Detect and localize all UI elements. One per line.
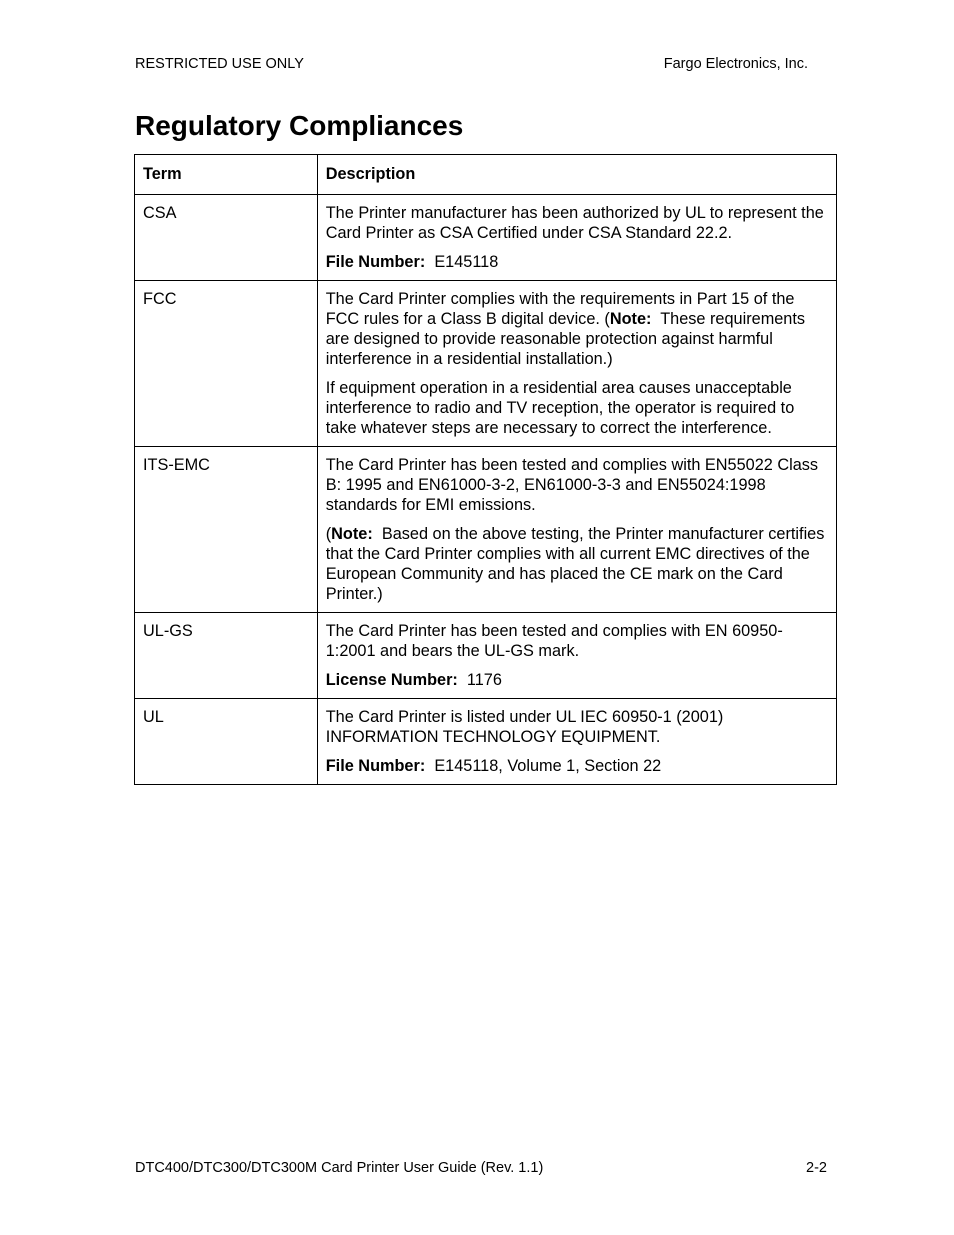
header-company-name: Fargo Electronics, Inc. [663, 56, 808, 72]
column-header-term: Term [135, 155, 318, 195]
text-segment: These requirements are designed to provide reasonable protection against harmful interference in a residential installation.) [325, 310, 806, 368]
description-text: The Card Printer has been tested and complies with EN 60950-1:2001 and bears the UL-GS mark. [325, 622, 783, 660]
term-cell: UL-GS [135, 613, 318, 699]
column-header-description: Description [317, 155, 836, 195]
file-number-line [326, 756, 828, 776]
file-number-line [326, 252, 828, 272]
description-cell [317, 281, 836, 447]
table-row-fcc [135, 281, 837, 447]
field-label: File Number: [325, 757, 426, 775]
table-row-ul-gs [135, 613, 837, 699]
table-row-csa [135, 195, 837, 281]
table-header-row [135, 155, 837, 195]
text-segment: Based on the above testing, the Printer manufacturer certifies that the Card Printer complies with all current EMC directives of the European Community and has placed the CE mark on the Card Printer.) [325, 525, 825, 603]
page-number: 2-2 [806, 1160, 827, 1176]
table-row-its-emc [135, 447, 837, 613]
field-value: E145118, Volume 1, Section 22 [434, 757, 662, 775]
description-text: The Printer manufacturer has been authorized by UL to represent the Card Printer as CSA Certified under CSA Standard 22.2. [325, 204, 824, 242]
table-row-ul [135, 699, 837, 785]
term-cell: FCC [135, 281, 318, 447]
description-text: The Card Printer has been tested and complies with EN55022 Class B: 1995 and EN61000-3-2, EN61000-3-3 and EN55024:1998 standards for EMI emissions. [325, 456, 819, 514]
footer-document-title: DTC400/DTC300/DTC300M Card Printer User Guide (Rev. 1.1) [135, 1160, 544, 1176]
description-cell [317, 699, 836, 785]
term-cell: ITS-EMC [135, 447, 318, 613]
field-label: License Number: [325, 671, 458, 689]
field-label: File Number: [325, 253, 426, 271]
note-paragraph [326, 524, 828, 604]
note-label: Note: [331, 525, 373, 543]
description-text: The Card Printer is listed under UL IEC 60950-1 (2001) INFORMATION TECHNOLOGY EQUIPMENT. [325, 708, 724, 746]
description-cell [317, 195, 836, 281]
regulatory-table [134, 154, 837, 785]
field-value: E145118 [434, 253, 499, 271]
description-cell [317, 613, 836, 699]
page-title: Regulatory Compliances [135, 110, 464, 141]
description-text: If equipment operation in a residential area causes unacceptable interference to radio and TV reception, the operator is required to take whatever steps are necessary to correct the interference. [325, 379, 795, 437]
text-segment: The Card Printer complies with the requirements in Part 15 of the FCC rules for a Class B digital device. ( [325, 290, 795, 328]
field-value: 1176 [466, 671, 502, 689]
header-restricted-notice: RESTRICTED USE ONLY [135, 56, 304, 72]
text-segment: ( [325, 525, 332, 543]
license-number-line [326, 670, 828, 690]
term-cell: UL [135, 699, 318, 785]
term-cell: CSA [135, 195, 318, 281]
description-text [326, 289, 828, 369]
note-label: Note: [609, 310, 652, 328]
description-cell [317, 447, 836, 613]
